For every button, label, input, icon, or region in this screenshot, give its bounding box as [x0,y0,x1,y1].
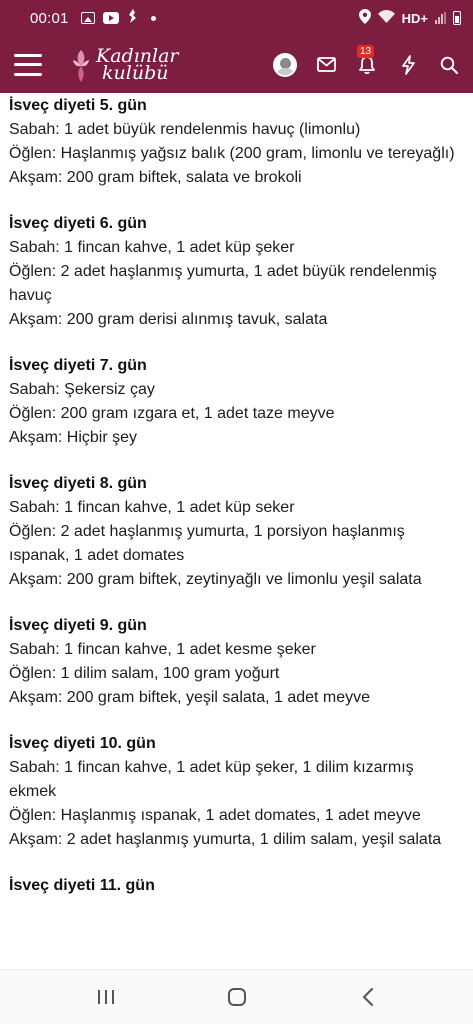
diet-day-section [9,94,464,190]
logo-wordmark [96,44,179,84]
recent-apps-icon [97,989,115,1005]
notification-count-badge: 13 [357,45,374,58]
logo-flower-icon [70,46,92,84]
diet-day-section [9,732,464,852]
breakfast-line: Sabah: 1 fincan kahve, 1 adet küp şeker, 1 dilim kızarmış ekmek [9,759,414,800]
lightning-icon [401,55,416,75]
user-avatar[interactable] [273,53,297,77]
breakfast-line: Sabah: Şekersiz çay [9,381,155,398]
lunch-line: Öğlen: 2 adet haşlanmış yumurta, 1 porsiyon haşlanmış ıspanak, 1 adet domates [9,523,405,564]
section-heading: İsveç diyeti 5. gün [9,97,147,114]
dinner-line: Akşam: 2 adet haşlanmış yumurta, 1 dilim salam, yeşil salata [9,831,442,848]
battery-icon [453,11,461,25]
status-time: 00:01 [30,9,69,27]
logo-line-2: kulübü [102,61,169,84]
hamburger-line [14,63,42,66]
diet-day-section [9,874,464,898]
messages-button[interactable] [314,53,338,77]
bell-icon [358,55,376,75]
back-chevron-icon [362,988,374,1006]
dinner-line: Akşam: 200 gram biftek, salata ve brokoli [9,169,302,186]
breakfast-line: Sabah: 1 fincan kahve, 1 adet küp seker [9,499,295,516]
youtube-icon [103,12,119,24]
site-logo[interactable] [70,46,179,84]
notifications-button[interactable] [355,45,379,77]
breakfast-line: Sabah: 1 adet büyük rendelenmis havuç (limonlu) [9,121,361,138]
gallery-icon [81,12,95,24]
back-button[interactable] [348,977,388,1017]
dinner-line: Akşam: 200 gram biftek, yeşil salata, 1 adet meyve [9,689,371,706]
app-bar-actions [273,45,461,77]
app-bar [0,36,473,93]
section-heading: İsveç diyeti 11. gün [9,877,155,894]
home-button[interactable] [217,977,257,1017]
section-heading: İsveç diyeti 7. gün [9,357,147,374]
breakfast-line: Sabah: 1 fincan kahve, 1 adet küp şeker [9,239,295,256]
status-right [359,9,461,27]
system-nav-bar [0,969,473,1024]
dinner-line: Akşam: Hiçbir şey [9,429,138,446]
dinner-line: Akşam: 200 gram derisi alınmış tavuk, salata [9,311,328,328]
more-notifications-dot-icon [151,16,156,21]
location-icon [359,9,371,27]
diet-day-section [9,614,464,710]
network-type-label: HD+ [401,10,428,26]
dinner-line: Akşam: 200 gram biftek, zeytinyağlı ve limonlu yeşil salata [9,571,422,588]
article-content [9,93,464,969]
search-icon [440,56,458,74]
diet-day-section [9,212,464,332]
pinned-app-icon [127,9,139,27]
lunch-line: Öğlen: 1 dilim salam, 100 gram yoğurt [9,665,280,682]
status-left [30,9,156,27]
diet-day-section [9,472,464,592]
menu-button[interactable] [14,54,42,76]
lunch-line: Öğlen: Haşlanmış yağsız balık (200 gram, limonlu ve tereyağlı) [9,145,455,162]
breakfast-line: Sabah: 1 fincan kahve, 1 adet kesme şeker [9,641,316,658]
hamburger-line [14,73,42,76]
section-heading: İsveç diyeti 9. gün [9,617,147,634]
lunch-line: Öğlen: Haşlanmış ıspanak, 1 adet domates, 1 adet meyve [9,807,421,824]
home-icon [227,987,247,1007]
hamburger-line [14,54,42,57]
envelope-icon [317,57,336,72]
activity-button[interactable] [396,53,420,77]
search-button[interactable] [437,53,461,77]
diet-day-section [9,354,464,450]
section-heading: İsveç diyeti 8. gün [9,475,147,492]
section-heading: İsveç diyeti 6. gün [9,215,147,232]
lunch-line: Öğlen: 2 adet haşlanmış yumurta, 1 adet büyük rendelenmiş havuç [9,263,437,304]
wifi-icon [378,10,395,26]
cell-signal-icon [435,12,446,24]
lunch-line: Öğlen: 200 gram ızgara et, 1 adet taze meyve [9,405,335,422]
section-heading: İsveç diyeti 10. gün [9,735,156,752]
status-bar [0,0,473,36]
logo-line-1: Kadınlar [96,44,179,67]
recent-apps-button[interactable] [86,977,126,1017]
